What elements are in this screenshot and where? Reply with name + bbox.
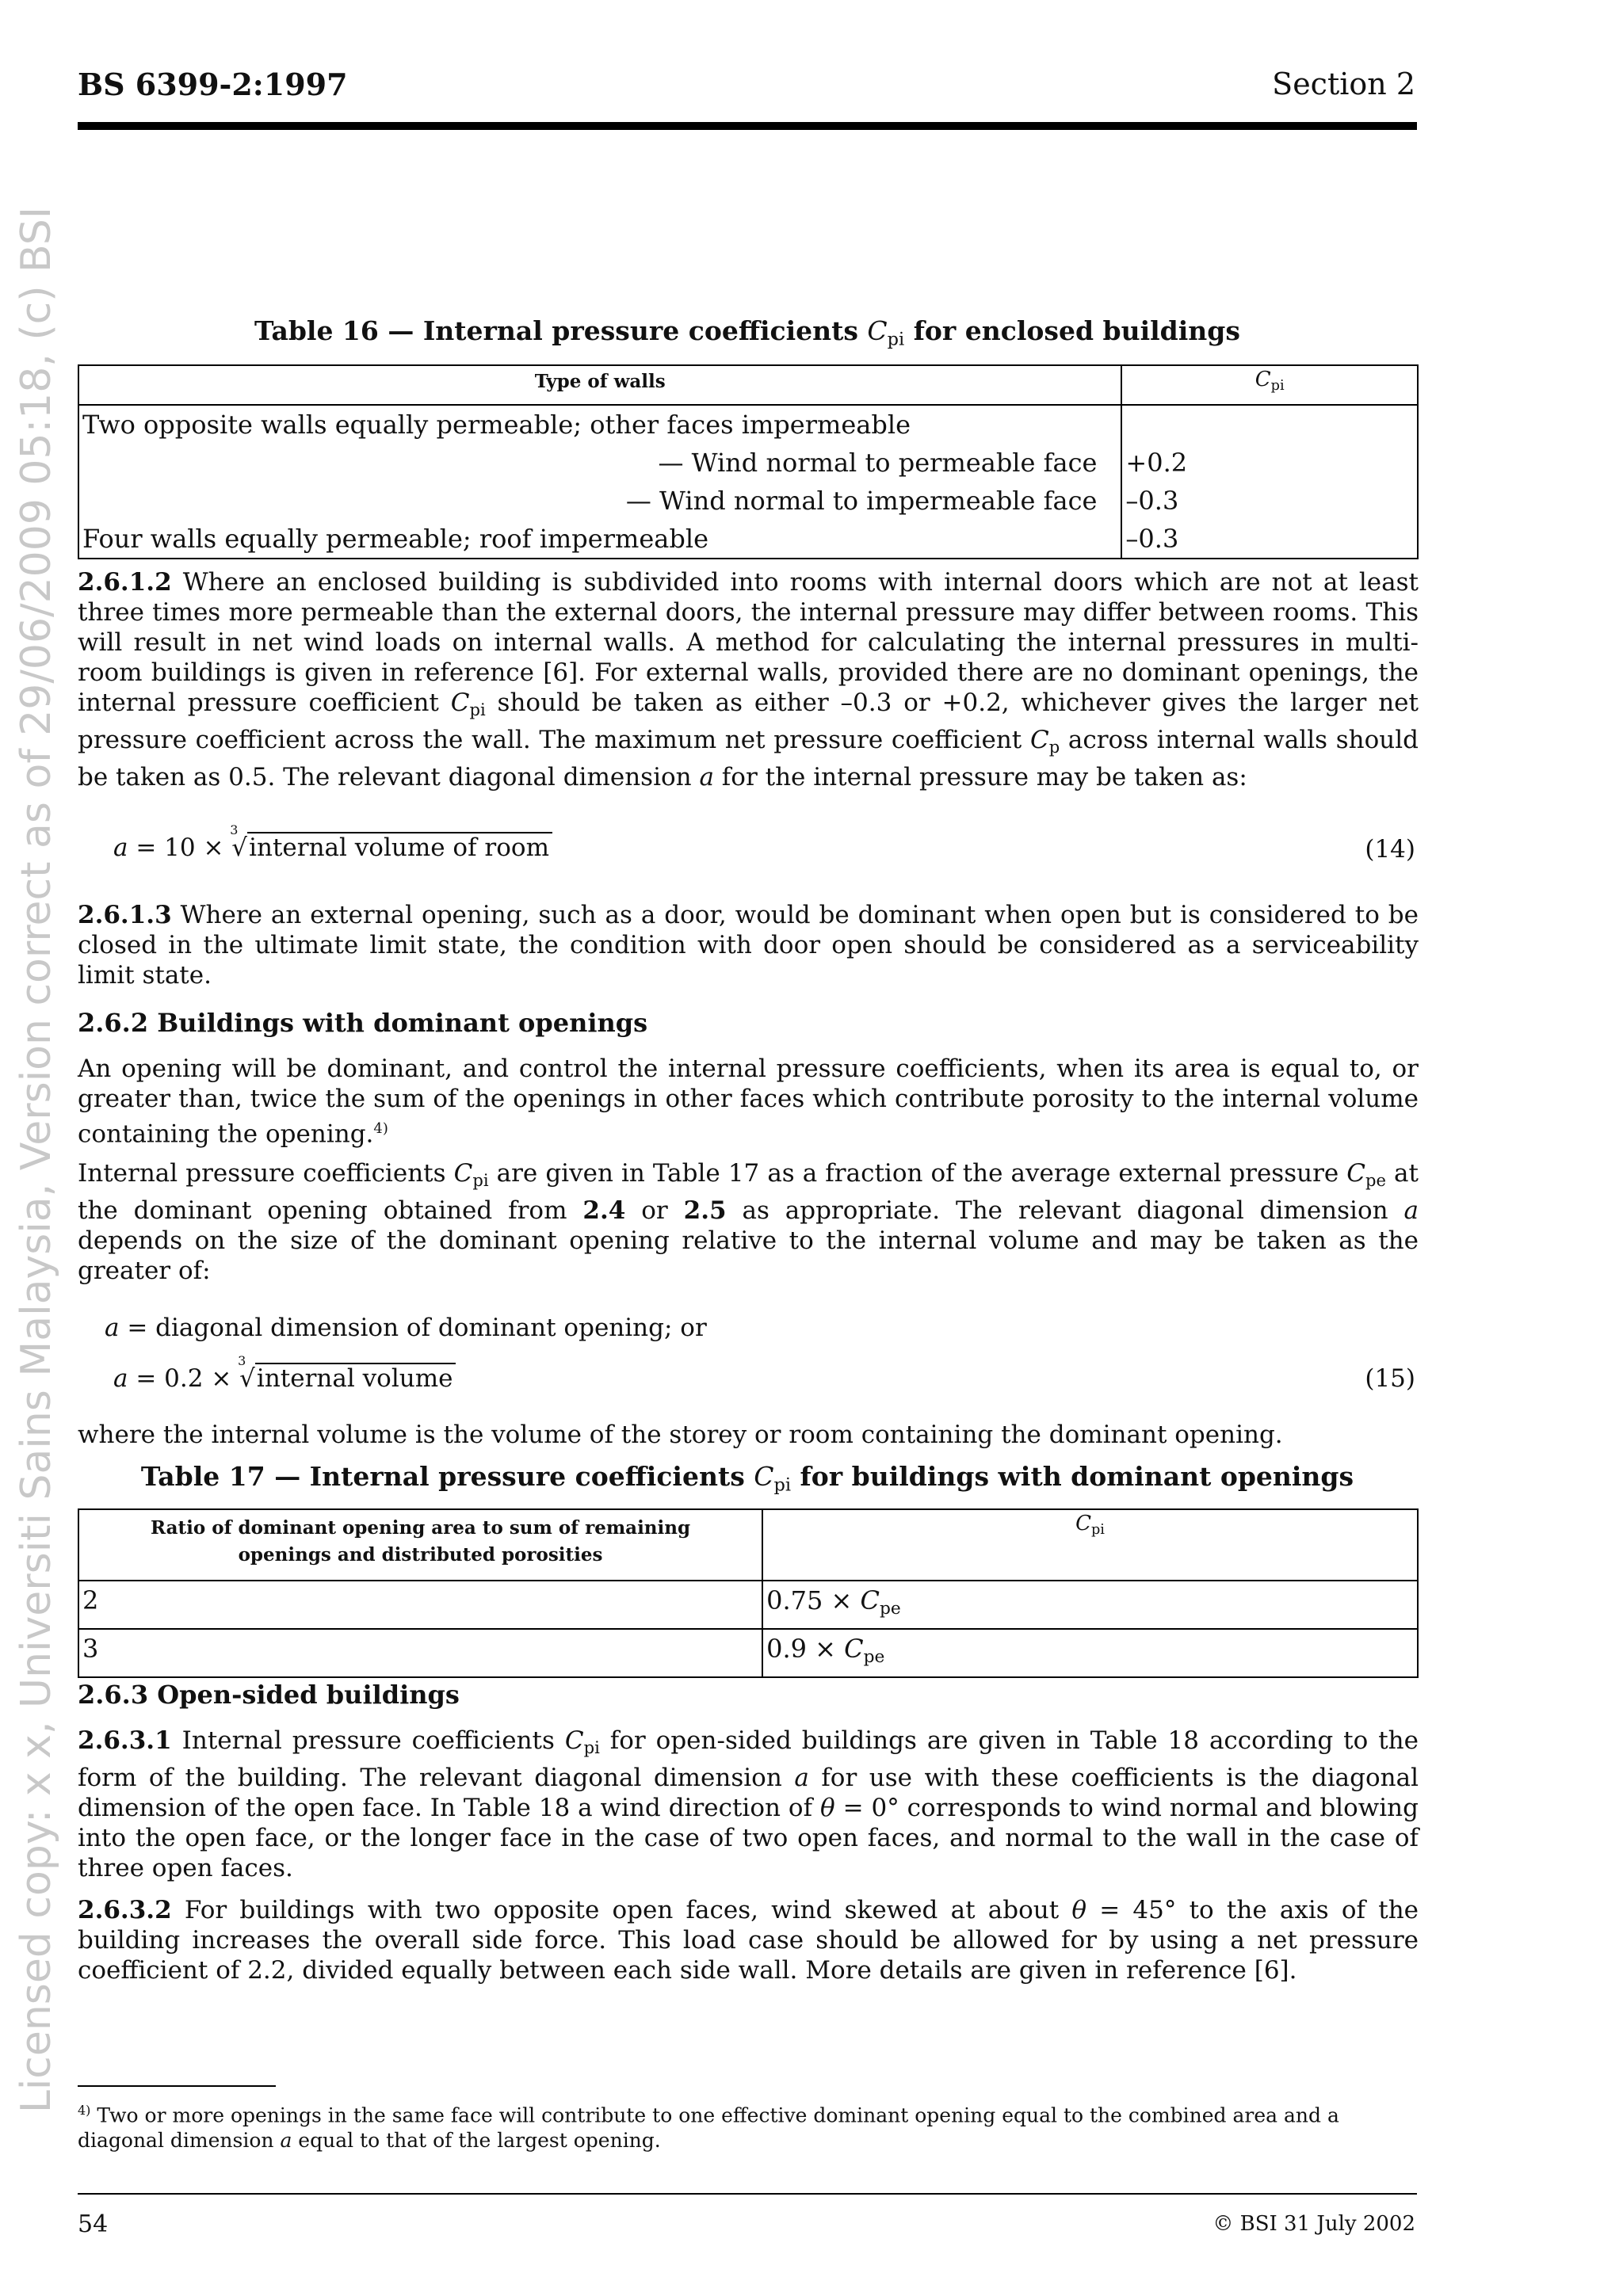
table16-header-type: Type of walls	[78, 365, 1121, 405]
section-label: Section 2	[1272, 67, 1415, 101]
table16-title: Table 16 — Internal pressure coefficients $C_{pi}$ for enclosed buildings	[254, 315, 1240, 350]
heading-2-6-2: 2.6.2 Buildings with dominant openings	[78, 1008, 648, 1038]
equation-14: a = 10 × 3 √internal volume of room	[113, 833, 552, 862]
table16-row-value: –0.3	[1125, 486, 1179, 516]
table16-values	[1121, 405, 1418, 559]
table17-title: Table 17 — Internal pressure coefficients $C_{pi}$ for buildings with dominant openings	[140, 1461, 1354, 1496]
table16-labels	[78, 405, 1121, 559]
table17-coef: $0.75 \times C_{pe}$	[762, 1581, 1418, 1629]
cube-root: 3 √internal volume of room	[231, 833, 552, 862]
cube-root: 3 √internal volume	[239, 1364, 456, 1393]
license-watermark: Licensed copy: x x, Universiti Sains Malaysia, Version correct as of 29/06/2009 05:18, (c) BSI	[13, 206, 60, 2114]
table17-ratio: 3	[78, 1629, 762, 1677]
table16	[78, 364, 1419, 559]
table17-ratio: 2	[78, 1581, 762, 1629]
table16-row-value	[1122, 406, 1417, 444]
table16-row-value: –0.3	[1125, 524, 1179, 554]
table17	[78, 1508, 1419, 1678]
table17-coef: $0.9 \times C_{pe}$	[762, 1629, 1418, 1677]
paragraph-dominant-opening: An opening will be dominant, and control the internal pressure coefficients, when its area is equal to, or greater than, twice the sum of the openings in other faces which contribute porosity to the internal volume containing the opening.$^{4)}$	[78, 1055, 1419, 1149]
equation-14-number: (14)	[1365, 835, 1415, 864]
document-id: BS 6399-2:1997	[78, 67, 348, 102]
heading-2-6-3: 2.6.3 Open-sided buildings	[78, 1680, 460, 1710]
paragraph-2-6-1-3: 2.6.1.3 Where an external opening, such as a door, would be dominant when open but is considered to be closed in the ultimate limit state, the condition with door open should be considered as a serviceability limit state.	[78, 901, 1419, 990]
page-number: 54	[78, 2210, 109, 2238]
equation-15-number: (15)	[1365, 1364, 1415, 1393]
table16-row-label: Two opposite walls equally permeable; other faces impermeable	[82, 410, 911, 440]
equation-15: a = 0.2 × 3 √internal volume	[113, 1364, 456, 1393]
table16-row-label: — Wind normal to permeable face	[658, 448, 1098, 478]
table17-header-ratio: Ratio of dominant opening area to sum of remaining openings and distributed porosities	[78, 1509, 762, 1581]
table17-header-cpi: $C_{pi}$	[762, 1509, 1418, 1581]
paragraph-2-6-3-1: 2.6.3.1 Internal pressure coefficients $C_{pi}$ for open-sided buildings are given in Table 18 according to the form of the building. The relevant diagonal dimension a for use with these coefficients is the diagonal dimension of the open face. In Table 18 a wind direction of θ = 0° corresponds to wind normal and blowing into the open face, or the longer face in the case of two open faces, and normal to the wall in the case of three open faces.	[78, 1726, 1419, 1882]
paragraph-2-6-3-2: 2.6.3.2 For buildings with two opposite open faces, wind skewed at about θ = 45° to the axis of the building increases the overall side force. This load case should be allowed for by using a net pressure coefficient of 2.2, divided equally between each side wall. More details are given in reference [6].	[78, 1896, 1419, 1985]
header-rule	[78, 122, 1417, 130]
paragraph-where: where the internal volume is the volume of the storey or room containing the dominant opening.	[78, 1421, 1283, 1449]
copyright-notice: © BSI 31 July 2002	[1212, 2212, 1415, 2236]
paragraph-2-6-1-2: 2.6.1.2 Where an enclosed building is subdivided into rooms with internal doors which are not at least three times more permeable than the external doors, the internal pressure may differ between rooms. This will result in net wind loads on internal walls. A method for calculating the internal pressures in multi-room buildings is given in reference [6]. For external walls, provided there are no dominant openings, the internal pressure coefficient $C_{pi}$ should be taken as either –0.3 or +0.2, whichever gives the larger net pressure coefficient across the wall. The maximum net pressure coefficient $C_p$ across internal walls should be taken as 0.5. The relevant diagonal dimension a for the internal pressure may be taken as:	[78, 568, 1419, 791]
paragraph-internal-pressure: Internal pressure coefficients $C_{pi}$ are given in Table 17 as a fraction of the average external pressure $C_{pe}$ at the dominant opening obtained from 2.4 or 2.5 as appropriate. The relevant diagonal dimension a depends on the size of the dominant opening relative to the internal volume and may be taken as the greater of:	[78, 1159, 1419, 1285]
table16-header-cpi: $C_{pi}$	[1121, 365, 1418, 405]
footer-rule	[78, 2193, 1417, 2195]
table16-row-value: +0.2	[1125, 448, 1188, 478]
equation-15-option: a = diagonal dimension of dominant opening; or	[105, 1314, 707, 1342]
footnote-rule	[78, 2085, 276, 2087]
table16-row-label: Four walls equally permeable; roof impermeable	[82, 524, 708, 554]
footnote-4: $^{4)}$ Two or more openings in the same face will contribute to one effective dominant opening equal to the combined area and a diagonal dimension a equal to that of the largest opening.	[78, 2103, 1339, 2153]
table16-row-label: — Wind normal to impermeable face	[625, 486, 1098, 516]
